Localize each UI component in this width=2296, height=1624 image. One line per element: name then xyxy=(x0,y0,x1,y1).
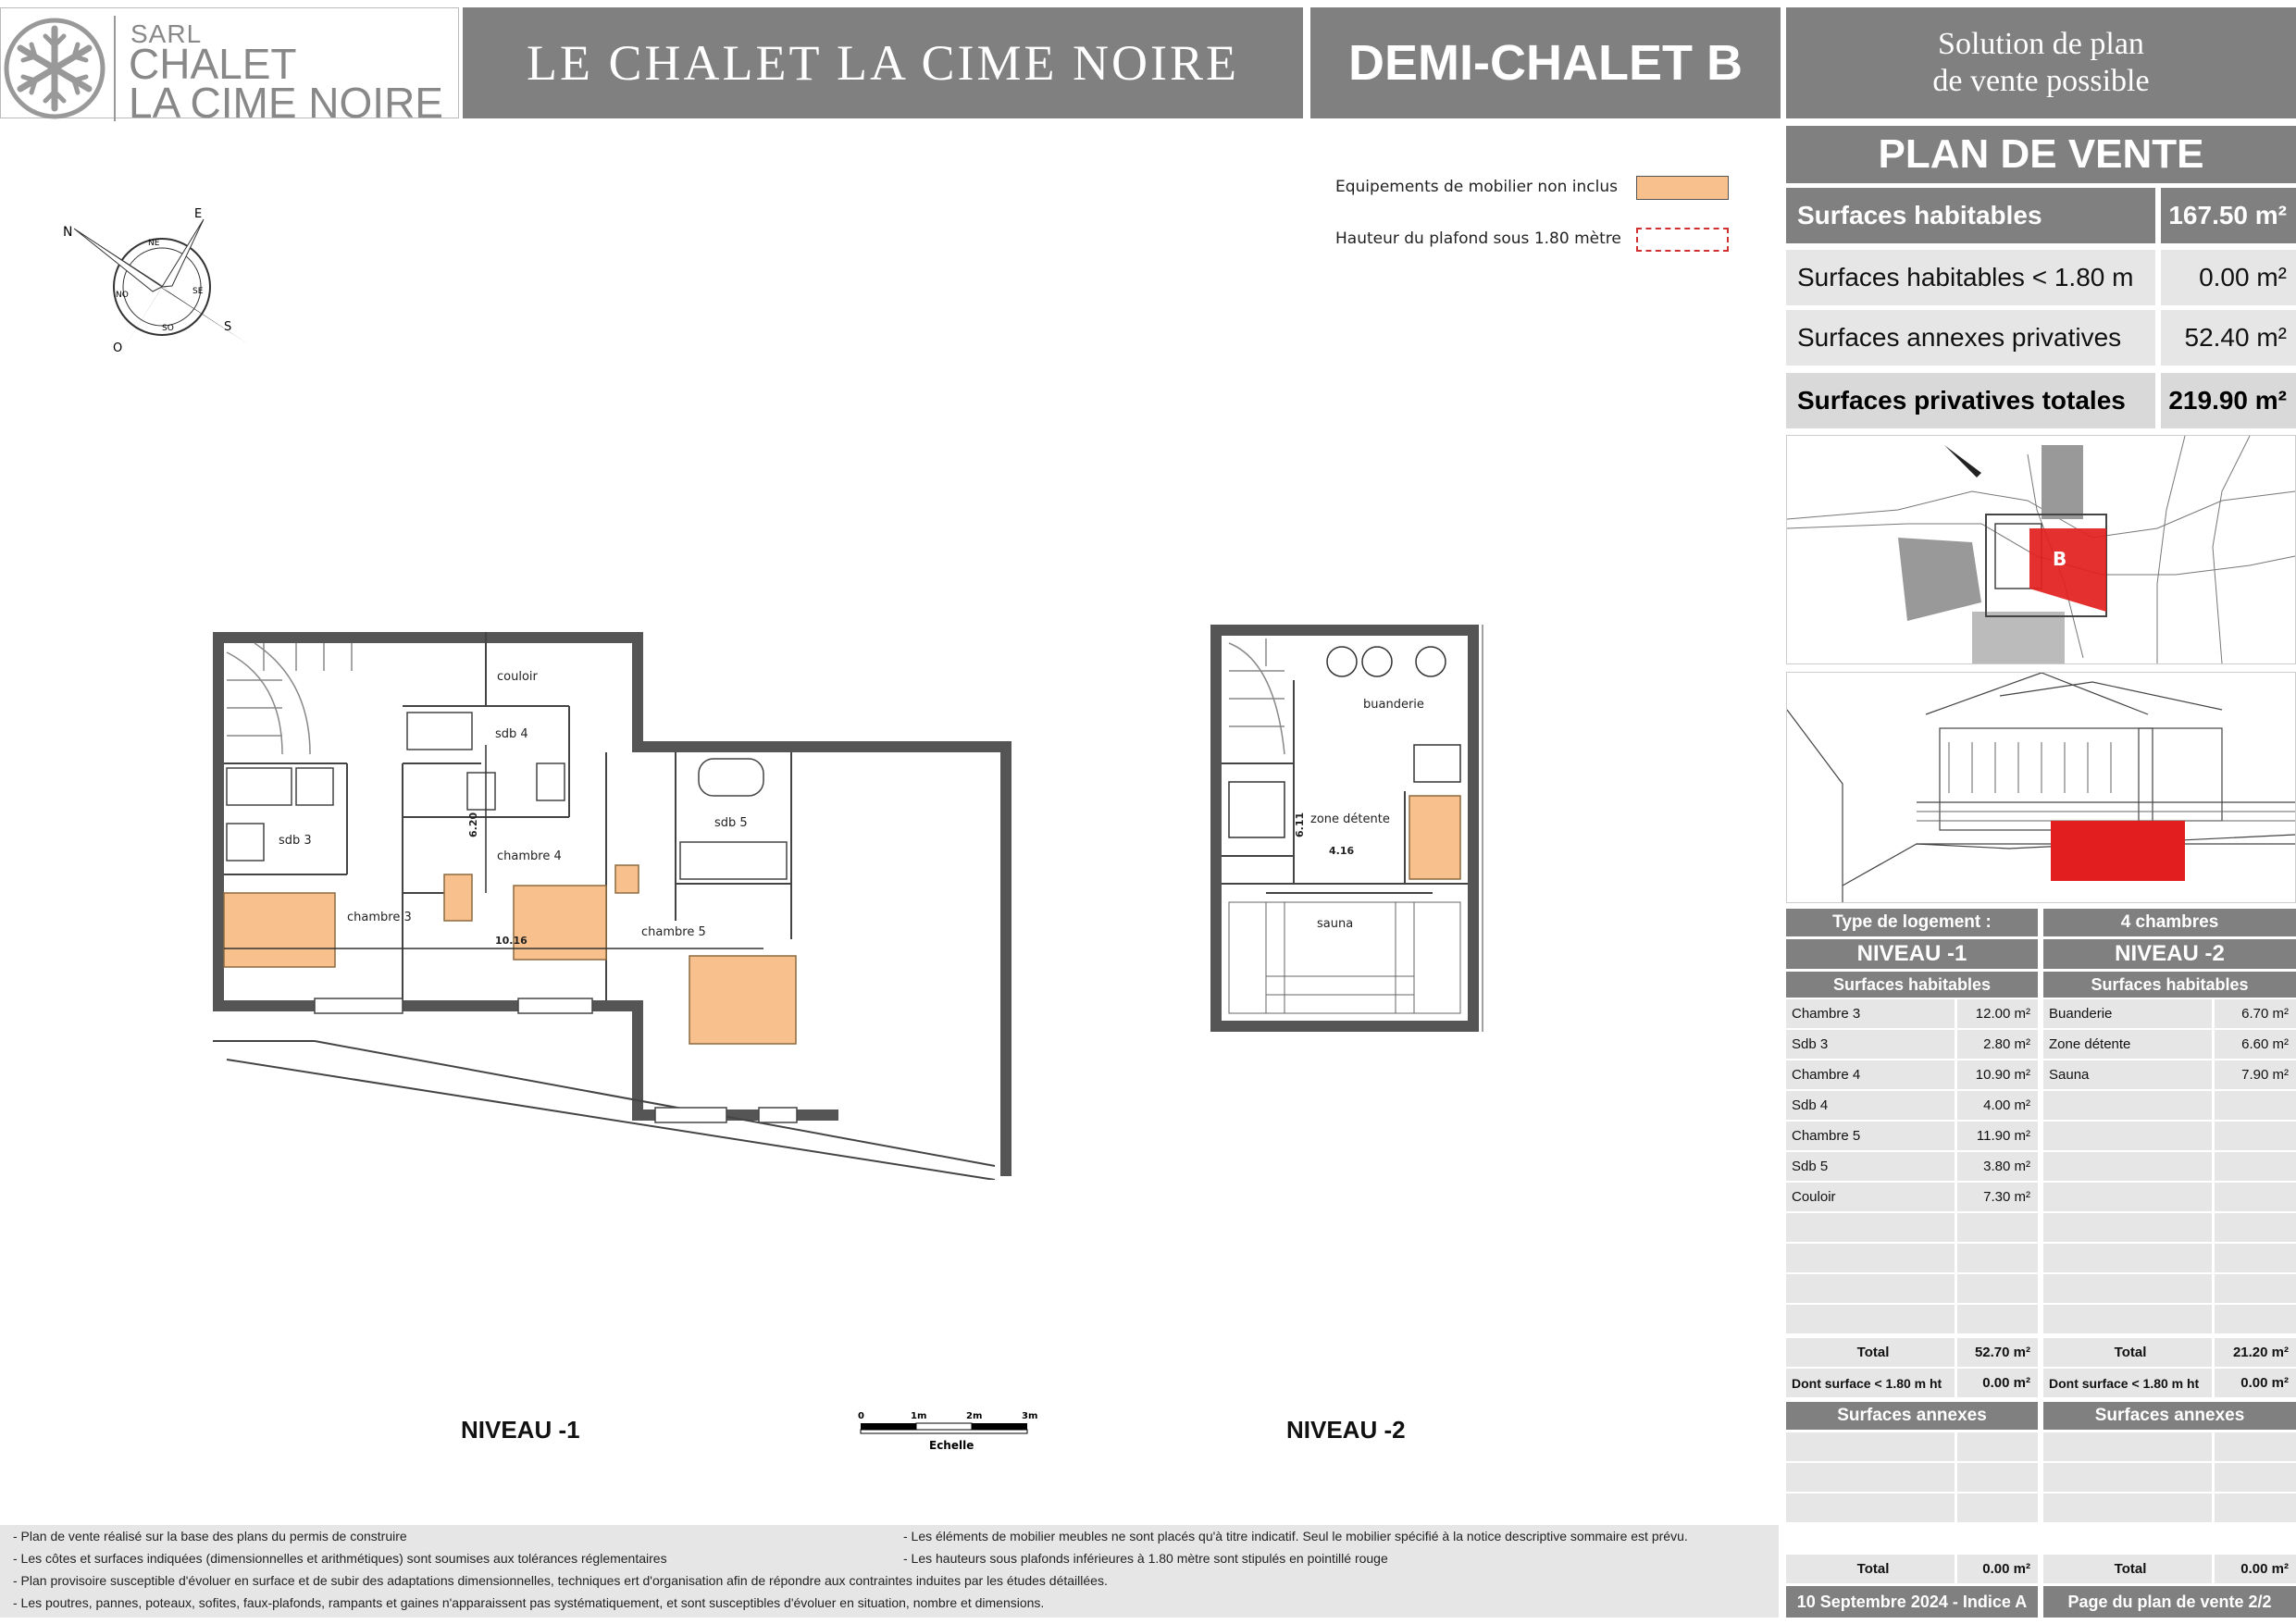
note-left-3: - Plan provisoire susceptible d'évoluer en surface et de subir des adaptations dimensionnelles, techniques ert d'organisation afin de répondre aux contraintes induites par les études détaillées. xyxy=(13,1573,1108,1588)
room-chambre3: chambre 3 xyxy=(347,911,412,924)
table-row-label: Sauna xyxy=(2043,1060,2212,1091)
note-left-4: - Les poutres, pannes, poteaux, sofites, faux-plafonds, rampants et gaines n'apparaissent pas systématiquement, et sont susceptibles d'évoluer en situation, nombre et dimensions. xyxy=(13,1595,1045,1610)
table-row-label: Couloir xyxy=(1786,1183,1955,1213)
scale-label: Echelle xyxy=(929,1439,974,1452)
level-2-label: NIVEAU -2 xyxy=(1286,1416,1406,1444)
table-row-label: Chambre 3 xyxy=(1786,999,1955,1030)
summary-row-total xyxy=(1786,373,2296,428)
table-level-2-dont-label: Dont surface < 1.80 m ht xyxy=(2043,1369,2212,1399)
table-row-value: 6.60 m² xyxy=(2215,1030,2296,1060)
legend-furniture-label: Equipements de mobilier non inclus xyxy=(1335,178,1618,196)
room-chambre4: chambre 4 xyxy=(497,849,562,863)
site-marker-b: B xyxy=(2053,548,2067,570)
facade-elevation xyxy=(1786,672,2296,903)
table-row-value: 7.90 m² xyxy=(2215,1060,2296,1091)
logo-sarl: SARL xyxy=(130,19,203,48)
table-row-value: 3.80 m² xyxy=(1957,1152,2038,1183)
type-logement-label: Type de logement : xyxy=(1786,909,2038,936)
room-zone-detente: zone détente xyxy=(1310,812,1390,826)
dim-611: 6.11 xyxy=(1294,812,1306,837)
table-row-value: 4.00 m² xyxy=(1957,1091,2038,1122)
table-row-label: Zone détente xyxy=(2043,1030,2212,1060)
compass-e: E xyxy=(194,208,203,221)
note-right-2: - Les hauteurs sous plafonds inférieures à 1.80 mètre sont stipulés en pointillé rouge xyxy=(903,1551,1388,1566)
table-level-2-title: NIVEAU -2 xyxy=(2043,939,2296,969)
solution-banner xyxy=(1786,7,2296,118)
table-level-2-annexes-total-label: Total xyxy=(2043,1555,2212,1585)
table-level-1-title: NIVEAU -1 xyxy=(1786,939,2038,969)
solution-line2: de vente possible xyxy=(1932,64,2150,98)
compass-no: NO xyxy=(116,291,129,300)
room-chambre5: chambre 5 xyxy=(641,925,706,939)
project-title: LE CHALET LA CIME NOIRE xyxy=(463,7,1303,118)
summary-row-annexes xyxy=(1786,310,2296,366)
table-row-label: Sdb 4 xyxy=(1786,1091,1955,1122)
dim-416: 4.16 xyxy=(1329,845,1355,857)
table-level-1-total-label: Total xyxy=(1786,1338,1955,1369)
table-row-value: 10.90 m² xyxy=(1957,1060,2038,1091)
floor-plan-level-1 xyxy=(208,625,1013,1180)
table-level-2-hab-title: Surfaces habitables xyxy=(2043,972,2296,998)
type-logement-value: 4 chambres xyxy=(2043,909,2296,936)
compass-ne: NE xyxy=(148,239,160,248)
table-row-label: Chambre 5 xyxy=(1786,1122,1955,1152)
plan-de-vente-title: PLAN DE VENTE xyxy=(1786,126,2296,183)
site-plan-map xyxy=(1786,435,2296,664)
room-buanderie: buanderie xyxy=(1363,698,1424,712)
snowflake-icon xyxy=(3,16,106,121)
table-level-1-annexes-total-label: Total xyxy=(1786,1555,1955,1585)
dim-620: 6.20 xyxy=(467,812,479,837)
table-level-2-total-label: Total xyxy=(2043,1338,2212,1369)
room-sdb3: sdb 3 xyxy=(279,834,312,848)
compass-so: SO xyxy=(162,324,174,333)
legend-furniture-swatch xyxy=(1636,176,1729,200)
floor-plan-level-2 xyxy=(1210,625,1488,1032)
table-row-label: Sdb 3 xyxy=(1786,1030,1955,1060)
note-left-1: - Plan de vente réalisé sur la base des plans du permis de construire xyxy=(13,1529,407,1543)
table-row-value: 6.70 m² xyxy=(2215,999,2296,1030)
table-level-1-total: 52.70 m² xyxy=(1957,1338,2038,1369)
table-row-label: Chambre 4 xyxy=(1786,1060,1955,1091)
table-level-2-annexes-title: Surfaces annexes xyxy=(2043,1402,2296,1430)
table-level-2-total: 21.20 m² xyxy=(2215,1338,2296,1369)
logo-name-line1: CHALET xyxy=(129,40,297,88)
notes-panel xyxy=(0,1525,1779,1618)
summary-value: 219.90 m² xyxy=(2161,373,2296,428)
summary-value: 0.00 m² xyxy=(2161,250,2296,305)
table-row-label: Buanderie xyxy=(2043,999,2212,1030)
scale-1m: 1m xyxy=(911,1411,927,1421)
table-level-1-hab-title: Surfaces habitables xyxy=(1786,972,2038,998)
footer-date: 10 Septembre 2024 - Indice A xyxy=(1786,1586,2038,1618)
room-couloir: couloir xyxy=(497,670,538,684)
compass-se: SE xyxy=(192,287,204,296)
summary-label: Surfaces privatives totales xyxy=(1786,373,2155,428)
table-level-1-dont-label: Dont surface < 1.80 m ht xyxy=(1786,1369,1955,1399)
scale-bar xyxy=(856,1405,1041,1457)
note-left-2: - Les côtes et surfaces indiquées (dimensionnelles et arithmétiques) sont soumises aux tolérances réglementaires xyxy=(13,1551,667,1566)
table-row-value: 7.30 m² xyxy=(1957,1183,2038,1213)
table-row-value: 12.00 m² xyxy=(1957,999,2038,1030)
table-level-2-dont: 0.00 m² xyxy=(2215,1369,2296,1399)
room-sdb5: sdb 5 xyxy=(714,816,748,830)
compass-rose-icon xyxy=(56,208,250,366)
logo-name-line2: LA CIME NOIRE xyxy=(129,79,443,127)
table-row-value: 11.90 m² xyxy=(1957,1122,2038,1152)
logo xyxy=(0,7,459,127)
compass-o: O xyxy=(113,341,123,355)
footer-page: Page du plan de vente 2/2 xyxy=(2043,1586,2296,1618)
scale-2m: 2m xyxy=(966,1411,983,1421)
note-right-1: - Les éléments de mobilier meubles ne sont placés qu'à titre indicatif. Seul le mobilier spécifié à la notice descriptive sommaire est prévu. xyxy=(903,1529,1688,1543)
table-row-value: 2.80 m² xyxy=(1957,1030,2038,1060)
compass-n: N xyxy=(63,225,73,240)
summary-row-habitables-low xyxy=(1786,250,2296,305)
summary-label: Surfaces habitables < 1.80 m xyxy=(1786,250,2155,305)
summary-label: Surfaces habitables xyxy=(1786,188,2155,243)
summary-value: 52.40 m² xyxy=(2161,310,2296,366)
dim-1016: 10.16 xyxy=(495,935,527,947)
solution-line1: Solution de plan xyxy=(1938,27,2144,61)
table-row-label: Sdb 5 xyxy=(1786,1152,1955,1183)
table-level-1-annexes-title: Surfaces annexes xyxy=(1786,1402,2038,1430)
level-1-label: NIVEAU -1 xyxy=(461,1416,580,1444)
summary-label: Surfaces annexes privatives xyxy=(1786,310,2155,366)
legend-ceiling-label: Hauteur du plafond sous 1.80 mètre xyxy=(1335,229,1621,248)
table-level-1-dont: 0.00 m² xyxy=(1957,1369,2038,1399)
unit-title: DEMI-CHALET B xyxy=(1310,7,1781,118)
summary-row-habitables xyxy=(1786,188,2296,243)
table-level-1-annexes-total: 0.00 m² xyxy=(1957,1555,2038,1585)
table-level-2-annexes-total: 0.00 m² xyxy=(2215,1555,2296,1585)
scale-0: 0 xyxy=(858,1411,864,1421)
room-sauna: sauna xyxy=(1317,917,1354,931)
room-sdb4: sdb 4 xyxy=(495,727,528,741)
summary-value: 167.50 m² xyxy=(2161,188,2296,243)
compass-s: S xyxy=(224,320,232,334)
scale-3m: 3m xyxy=(1022,1411,1038,1421)
legend-ceiling-swatch xyxy=(1636,228,1729,252)
